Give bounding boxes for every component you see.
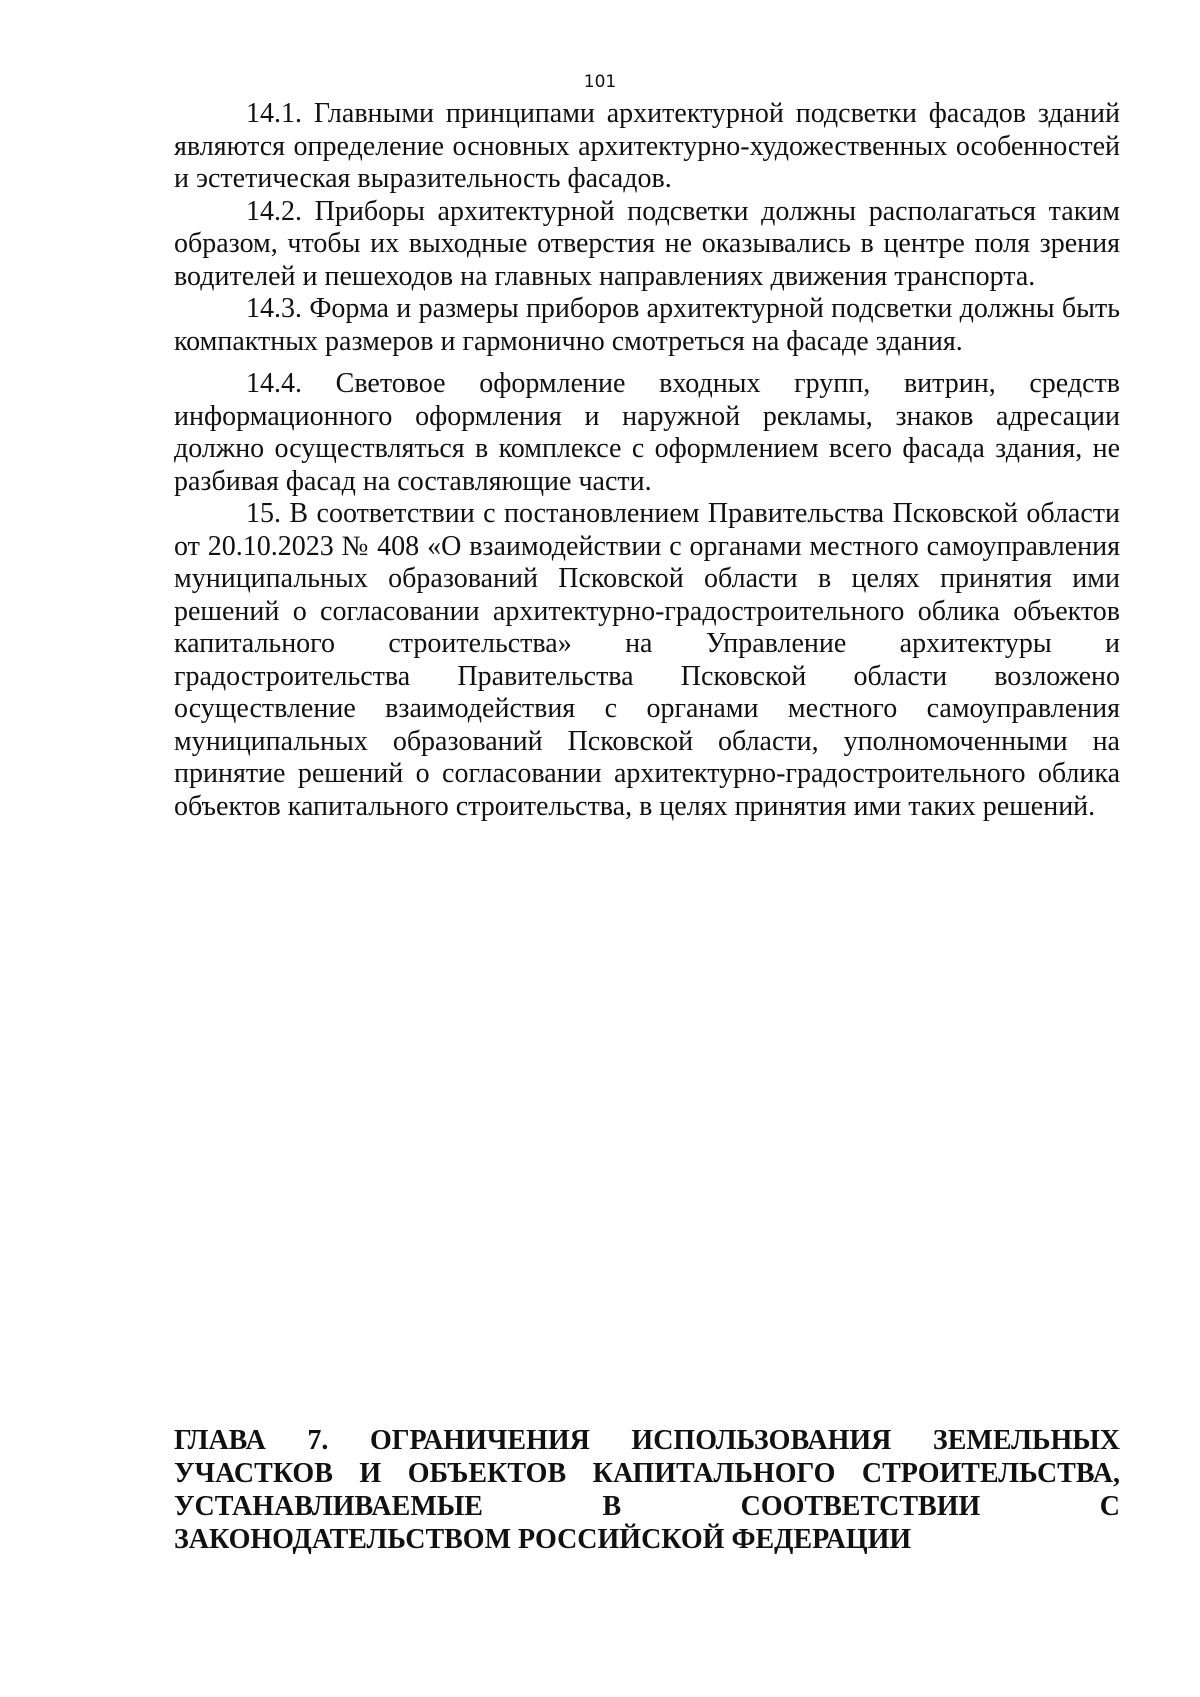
paragraph-14-2: 14.2. Приборы архитектурной подсветки должны располагаться таким образом, чтобы их выходные отверстия не оказывались в центре поля зрения водителей и пешеходов на главных направлениях движения транспорта.	[174, 195, 1120, 292]
chapter-heading: ГЛАВА 7. ОГРАНИЧЕНИЯ ИСПОЛЬЗОВАНИЯ ЗЕМЕЛЬНЫХ УЧАСТКОВ И ОБЪЕКТОВ КАПИТАЛЬНОГО СТРОИТЕЛЬСТВА, УСТАНАВЛИВАЕМЫЕ В СООТВЕТСТВИИ С ЗАКОНОДАТЕЛЬСТВОМ РОССИЙСКОЙ ФЕДЕРАЦИИ	[174, 1425, 1120, 1555]
paragraph-14-3: 14.3. Форма и размеры приборов архитектурной подсветки должны быть компактных размеров и гармонично смотреться на фасаде здания.	[174, 293, 1120, 357]
paragraph-14-4: 14.4. Световое оформление входных групп, витрин, средств информационного оформления и наружной рекламы, знаков адресации должно осуществляться в комплексе с оформлением всего фасада здания, не разбивая фасад на составляющие части.	[174, 368, 1120, 497]
document-body	[174, 98, 1120, 823]
page-number: 101	[583, 72, 617, 92]
paragraph-14-1: 14.1. Главными принципами архитектурной подсветки фасадов зданий являются определение основных архитектурно-художественных особенностей и эстетическая выразительность фасадов.	[174, 98, 1120, 194]
paragraph-15: 15. В соответствии с постановлением Правительства Псковской области от 20.10.2023 № 408 «О взаимодействии с органами местного самоуправления муниципальных образований Псковской области в целях принятия ими решений о согласовании архитектурно-градостроительного облика объектов капитального строительства» на Управление архитектуры и градостроительства Правительства Псковской области возложено осуществление взаимодействия с органами местного самоуправления муниципальных образований Псковской области, уполномоченными на принятие решений о согласовании архитектурно-градостроительного облика объектов капитального строительства, в целях принятия ими таких решений.	[174, 498, 1120, 822]
